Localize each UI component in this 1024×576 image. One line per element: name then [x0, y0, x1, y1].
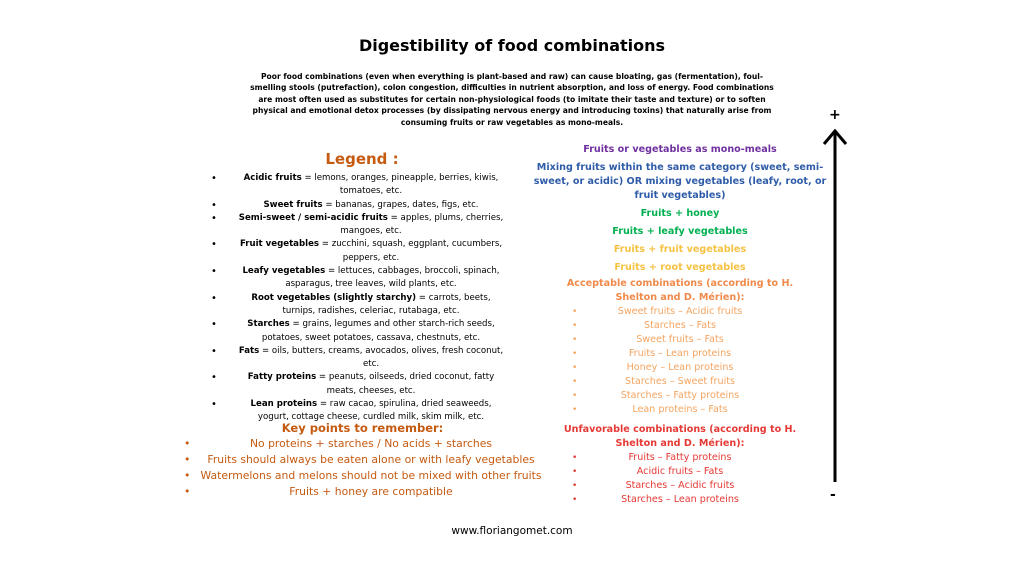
legend-item — [200, 318, 530, 345]
legend-item — [200, 212, 530, 239]
acceptable-item: • Starches – Fats — [530, 319, 830, 333]
digestibility-arrow-icon — [820, 126, 850, 482]
rank-fruits-leafy: Fruits + leafy vegetables — [612, 226, 748, 237]
key-point: • Fruits + honey are compatible — [180, 484, 550, 500]
legend-item — [200, 172, 530, 199]
legend-desc: = oils, butters, creams, avocados, olives, fresh coconut, etc. — [259, 345, 504, 370]
acceptable-item: • Honey – Lean proteins — [530, 361, 830, 375]
key-point: • No proteins + starches / No acids + starches — [180, 436, 550, 452]
legend-term: Semi-sweet / semi-acidic fruits — [238, 212, 388, 223]
legend-desc: = raw cacao, spirulina, dried seaweeds, yogurt, cottage cheese, curdled milk, skim milk, etc. — [257, 399, 492, 423]
legend-desc: = carrots, beets, turnips, radishes, celeriac, rutabaga, etc. — [282, 292, 491, 316]
legend-list — [200, 172, 530, 425]
legend-item — [200, 292, 530, 319]
key-point: • Fruits should always be eaten alone or with leafy vegetables — [180, 452, 550, 468]
rank-fruits-root: Fruits + root vegetables — [614, 262, 746, 273]
legend-term: Lean proteins — [250, 399, 318, 410]
scale-plus-label: + — [829, 107, 841, 123]
unfavorable-item: • Acidic fruits – Fats — [530, 465, 830, 479]
legend-title: Legend : — [325, 150, 399, 168]
unfavorable-list — [530, 451, 830, 507]
unfavorable-item: • Starches – Acidic fruits — [530, 479, 830, 493]
legend-term: Root vegetables (slightly starchy) — [251, 292, 417, 303]
legend-item — [200, 345, 530, 372]
legend-desc: = grains, legumes and other starch-rich seeds, potatoes, sweet potatoes, cassava, chestnuts, etc. — [261, 319, 495, 343]
rank-mixing: Mixing fruits within the same category (sweet, semi-sweet, or acidic) OR mixing vegetables (leafy, root, or fruit vegetables) — [533, 162, 827, 201]
legend-term: Fats — [238, 345, 260, 356]
legend-desc: = zucchini, squash, eggplant, cucumbers, peppers, etc. — [319, 239, 503, 263]
legend-item — [200, 371, 530, 398]
unfavorable-title: Unfavorable combinations (according to H. Shelton and D. Mérien): — [563, 424, 797, 449]
acceptable-item: • Starches – Sweet fruits — [530, 375, 830, 389]
legend-item — [200, 265, 530, 292]
legend-item — [200, 238, 530, 265]
legend-term: Leafy vegetables — [242, 266, 326, 277]
legend-term: Acidic fruits — [243, 173, 302, 183]
acceptable-item: • Starches – Fatty proteins — [530, 389, 830, 403]
legend-term: Fruit vegetables — [239, 239, 320, 250]
acceptable-item: • Fruits – Lean proteins — [530, 347, 830, 361]
page-title: Digestibility of food combinations — [358, 36, 666, 55]
key-points-list — [180, 436, 550, 500]
legend-desc: = bananas, grapes, dates, figs, etc. — [322, 199, 479, 210]
legend-term: Starches — [247, 319, 290, 330]
website-footer: www.floriangomet.com — [451, 525, 573, 537]
scale-minus-label: - — [830, 487, 836, 503]
acceptable-item: • Sweet fruits – Acidic fruits — [530, 305, 830, 319]
rank-mono-meals: Fruits or vegetables as mono-meals — [583, 144, 777, 155]
acceptable-list — [530, 305, 830, 417]
combination-ranking — [530, 143, 830, 507]
legend-term: Sweet fruits — [263, 199, 323, 210]
legend-desc: = apples, plums, cherries, mangoes, etc. — [340, 212, 504, 237]
acceptable-item: • Lean proteins – Fats — [530, 403, 830, 417]
rank-fruits-honey: Fruits + honey — [640, 208, 720, 219]
legend-desc: = peanuts, oilseeds, dried coconut, fatty meats, cheeses, etc. — [316, 372, 495, 396]
unfavorable-item: • Starches – Lean proteins — [530, 493, 830, 507]
acceptable-item: • Sweet fruits – Fats — [530, 333, 830, 347]
unfavorable-item: • Fruits – Fatty proteins — [530, 451, 830, 465]
intro-paragraph: Poor food combinations (even when everything is plant-based and raw) can cause bloating, gas (fermentation), foul-smelling stools (putrefaction), colon congestion, difficulties in nutrient absorption, and loss of energy. Food combinations are most often used as substitutes for certain non-physiological foods (to imitate their taste and texture) or to soften physical and emotional detox processes (by dissipating nervous energy and introducing toxins) that naturally arise from consuming fruits or raw vegetables as mono-meals. — [250, 72, 774, 127]
legend-desc: = lemons, oranges, pineapple, berries, kiwis, tomatoes, etc. — [301, 173, 499, 197]
key-points-title: Key points to remember: — [281, 421, 444, 435]
key-point: • Watermelons and melons should not be mixed with other fruits — [180, 468, 550, 484]
legend-item — [200, 199, 530, 212]
legend-term: Fatty proteins — [247, 372, 317, 383]
rank-fruits-fruit-veg: Fruits + fruit vegetables — [613, 244, 747, 255]
legend-desc: = lettuces, cabbages, broccoli, spinach, asparagus, tree leaves, wild plants, etc. — [285, 266, 500, 290]
acceptable-title: Acceptable combinations (according to H. Shelton and D. Mérien): — [566, 278, 794, 303]
